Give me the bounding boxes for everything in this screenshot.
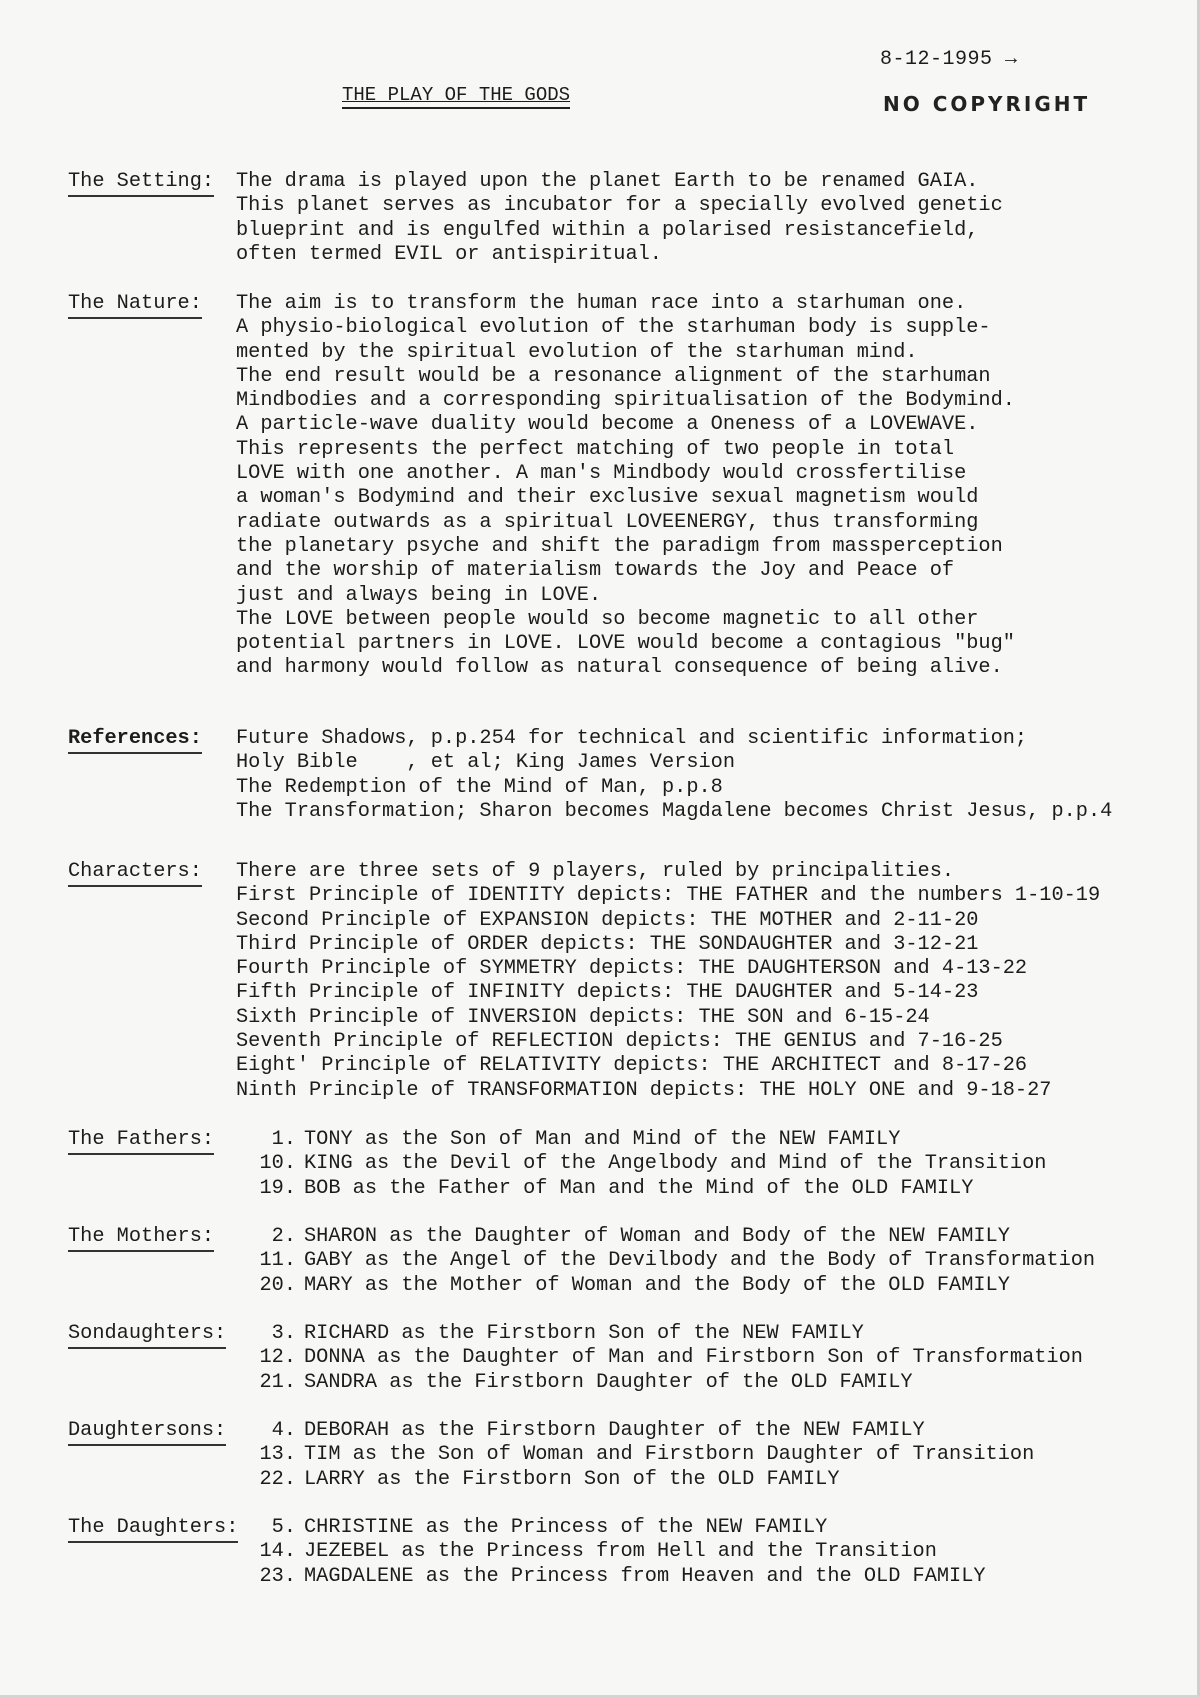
text-line: A physio-biological evolution of the starhuman body is supple- [236,316,991,340]
cast-item [236,1152,1046,1176]
references-section [68,727,1168,824]
text-line: The LOVE between people would so become magnetic to all other [236,607,979,631]
text-line: LOVE with one another. A man's Mindbody would crossfertilise [236,462,967,486]
characters-label: Characters: [68,860,236,1103]
text-line: The Transformation; Sharon becomes Magdalene becomes Christ Jesus, p.p.4 [236,799,1113,823]
cast-item-number: 20. [259,1273,296,1297]
cast-item-number: 11. [259,1249,296,1273]
cast-item-number: 14. [259,1540,296,1564]
text-line: Holy Bible , et al; King James Version [236,751,735,775]
cast-item-number: 3. [271,1322,296,1345]
nature-body [236,292,1168,681]
cast-item-text: CHRISTINE as the Princess of the NEW FAMILY [304,1516,828,1539]
cast-item [236,1419,1034,1443]
cast-item-number: 22. [259,1467,296,1491]
cast-item-number: 10. [259,1152,296,1176]
text-line: radiate outwards as a spiritual LOVEENERGY, thus transforming [236,510,979,534]
text-line: The aim is to transform the human race into a starhuman one. [236,292,967,315]
cast-item [236,1128,1046,1152]
text-line: and the worship of materialism towards the Joy and Peace of [236,559,955,583]
cast-item-text: KING as the Devil of the Angelbody and Mind of the Transition [304,1152,1047,1176]
cast-item [236,1346,1083,1370]
cast-item-text: TONY as the Son of Man and Mind of the NEW FAMILY [304,1128,901,1151]
cast-item [236,1443,1034,1467]
cast-group-label: Daughtersons: [68,1419,236,1492]
cast-group [68,1128,1168,1201]
cast-items [236,1419,1034,1492]
text-line: Second Principle of EXPANSION depicts: THE MOTHER and 2-11-20 [236,908,979,932]
cast-items [236,1322,1083,1395]
cast-item [236,1565,986,1589]
text-line: The end result would be a resonance alignment of the starhuman [236,364,991,388]
text-line: potential partners in LOVE. LOVE would become a contagious "bug" [236,632,1015,656]
text-line: A particle-wave duality would become a Oneness of a LOVEWAVE. [236,413,979,437]
cast-item-number: 5. [271,1516,296,1539]
cast-item [236,1371,1083,1395]
text-line: blueprint and is engulfed within a polarised resistancefield, [236,218,979,242]
cast-item [236,1274,1095,1298]
cast-item-text: MARY as the Mother of Woman and the Body of the OLD FAMILY [304,1273,1010,1297]
text-line: The Redemption of the Mind of Man, p.p.8 [236,775,723,799]
text-line: often termed EVIL or antispiritual. [236,242,662,266]
characters-section [68,860,1168,1103]
cast-group [68,1225,1168,1298]
cast-item-text: GABY as the Angel of the Devilbody and the Body of Transformation [304,1249,1096,1273]
cast-item-text: TIM as the Son of Woman and Firstborn Daughter of Transition [304,1443,1035,1467]
text-line: Mindbodies and a corresponding spiritualisation of the Bodymind. [236,389,1015,413]
references-label: References: [68,727,236,824]
references-body [236,727,1168,824]
cast-group-label: The Mothers: [68,1225,236,1298]
text-line: This planet serves as incubator for a specially evolved genetic [236,194,1003,218]
text-line: just and always being in LOVE. [236,583,602,607]
setting-label: The Setting: [68,170,236,267]
cast-item-number: 21. [259,1370,296,1394]
text-line: There are three sets of 9 players, ruled by principalities. [236,860,955,883]
cast-item-number: 19. [259,1176,296,1200]
nature-label: The Nature: [68,292,236,681]
cast-item-number: 23. [259,1564,296,1588]
cast-item [236,1177,1046,1201]
cast-item-text: JEZEBEL as the Princess from Hell and the Transition [304,1540,937,1564]
cast-item-text: RICHARD as the Firstborn Son of the NEW FAMILY [304,1322,864,1345]
setting-section [68,170,1168,267]
cast-item-number: 4. [271,1419,296,1442]
cast-item-text: BOB as the Father of Man and the Mind of the OLD FAMILY [304,1176,974,1200]
cast-group-label: The Daughters: [68,1516,236,1589]
characters-body [236,860,1168,1103]
setting-body [236,170,1168,267]
cast-group [68,1516,1168,1589]
cast-item-number: 1. [271,1128,296,1151]
cast-group-label: Sondaughters: [68,1322,236,1395]
cast-items [236,1225,1095,1298]
cast-item [236,1249,1095,1273]
cast-group-label: The Fathers: [68,1128,236,1201]
cast-group [68,1419,1168,1492]
cast-items [236,1516,986,1589]
text-line: Ninth Principle of TRANSFORMATION depicts: THE HOLY ONE and 9-18-27 [236,1078,1052,1102]
cast-item-text: SANDRA as the Firstborn Daughter of the OLD FAMILY [304,1370,913,1394]
text-line: Third Principle of ORDER depicts: THE SONDAUGHTER and 3-12-21 [236,932,979,956]
cast-item [236,1468,1034,1492]
copyright-note: NO COPYRIGHT [883,92,1091,116]
cast-item-text: SHARON as the Daughter of Woman and Body of the NEW FAMILY [304,1225,1010,1248]
text-line: First Principle of IDENTITY depicts: THE FATHER and the numbers 1-10-19 [236,884,1101,908]
text-line: Seventh Principle of REFLECTION depicts: THE GENIUS and 7-16-25 [236,1030,1003,1054]
cast-item [236,1322,1083,1346]
cast-item-number: 13. [259,1443,296,1467]
text-line: Eight' Principle of RELATIVITY depicts: THE ARCHITECT and 8-17-26 [236,1054,1028,1078]
text-line: Future Shadows, p.p.254 for technical and scientific information; [236,727,1028,750]
cast-item [236,1516,986,1540]
text-line: This represents the perfect matching of two people in total [236,437,955,461]
nature-section [68,292,1168,681]
text-line: The drama is played upon the planet Earth to be renamed GAIA. [236,170,979,193]
text-line: Fourth Principle of SYMMETRY depicts: THE DAUGHTERSON and 4-13-22 [236,957,1028,981]
text-line: the planetary psyche and shift the paradigm from massperception [236,534,1003,558]
cast-item-number: 12. [259,1346,296,1370]
cast-item-text: DONNA as the Daughter of Man and Firstborn Son of Transformation [304,1346,1083,1370]
text-line: mented by the spiritual evolution of the starhuman mind. [236,340,918,364]
cast-items [236,1128,1046,1201]
cast-item [236,1225,1095,1249]
cast-item [236,1540,986,1564]
cast-group [68,1322,1168,1395]
document-title: THE PLAY OF THE GODS [342,84,570,109]
cast-item-text: LARRY as the Firstborn Son of the OLD FAMILY [304,1467,840,1491]
document-date: 8-12-1995 → [880,48,1018,71]
cast-item-text: MAGDALENE as the Princess from Heaven and the OLD FAMILY [304,1564,986,1588]
text-line: and harmony would follow as natural consequence of being alive. [236,656,1003,680]
text-line: a woman's Bodymind and their exclusive sexual magnetism would [236,486,979,510]
text-line: Sixth Principle of INVERSION depicts: THE SON and 6-15-24 [236,1005,930,1029]
text-line: Fifth Principle of INFINITY depicts: THE DAUGHTER and 5-14-23 [236,981,979,1005]
cast-item-number: 2. [271,1225,296,1248]
cast-item-text: DEBORAH as the Firstborn Daughter of the NEW FAMILY [304,1419,925,1442]
